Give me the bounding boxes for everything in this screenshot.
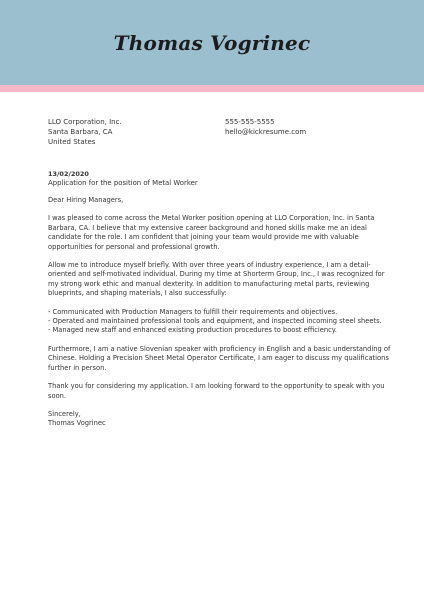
sender-phone: 555-555-5555 (225, 118, 275, 126)
letter-paragraph-4: Thank you for considering my application. I am looking forward to the opportunity to speak with you soon. (48, 382, 385, 400)
recipient-city: Santa Barbara, CA (48, 128, 113, 136)
letter-body (48, 196, 393, 429)
list-item: - Operated and maintained professional tools and equipment, and inspected incoming steel sheets. (48, 317, 382, 326)
letter-closing: Sincerely, (48, 409, 81, 418)
letter-signature: Thomas Vogrinec (48, 419, 106, 428)
letter-subject: Application for the position of Metal Worker (48, 179, 198, 187)
letter-date: 13/02/2020 (48, 170, 89, 178)
sender-email: hello@kickresume.com (225, 128, 307, 136)
sender-contact (225, 117, 306, 137)
list-item: - Communicated with Production Managers to fulfill their requirements and objectives. (48, 307, 338, 316)
recipient-company: LLO Corporation, Inc. (48, 118, 122, 126)
list-item: - Managed new staff and enhanced existing production procedures to boost efficiency. (48, 326, 337, 335)
recipient-address (48, 117, 122, 147)
letter-signoff (48, 410, 393, 429)
letter-greeting: Dear Hiring Managers, (48, 196, 124, 204)
letter-paragraph-3: Furthermore, I am a native Slovenian speaker with proficiency in English and a basic understanding of Chinese. Holding a Precision Sheet Metal Operator Certificate, I am eager to discuss my qualifications further in person. (48, 344, 391, 372)
recipient-country: United States (48, 138, 96, 146)
letter-paragraph-1: I was pleased to come across the Metal Worker position opening at LLO Corporation, Inc. in Santa Barbara, CA. I believe that my extensive career background and honed skills make me an ideal candidate for the role. I am confident that joining your team would provide me with valuable opportunities for personal and professional growth. (48, 214, 375, 251)
achievement-list (48, 308, 393, 336)
letter-paragraph-2: Allow me to introduce myself briefly. With over three years of industry experience, I am a detail-oriented and self-motivated individual. During my time at Shorterm Group, Inc., I was recognized for my strong work ethic and manual dexterity. In addition to manufacturing metal parts, reviewing blueprints, and shaping materials, I also successfully: (48, 261, 385, 298)
header-accent-stripe (0, 85, 424, 92)
applicant-name: Thomas Vogrinec (113, 31, 311, 55)
